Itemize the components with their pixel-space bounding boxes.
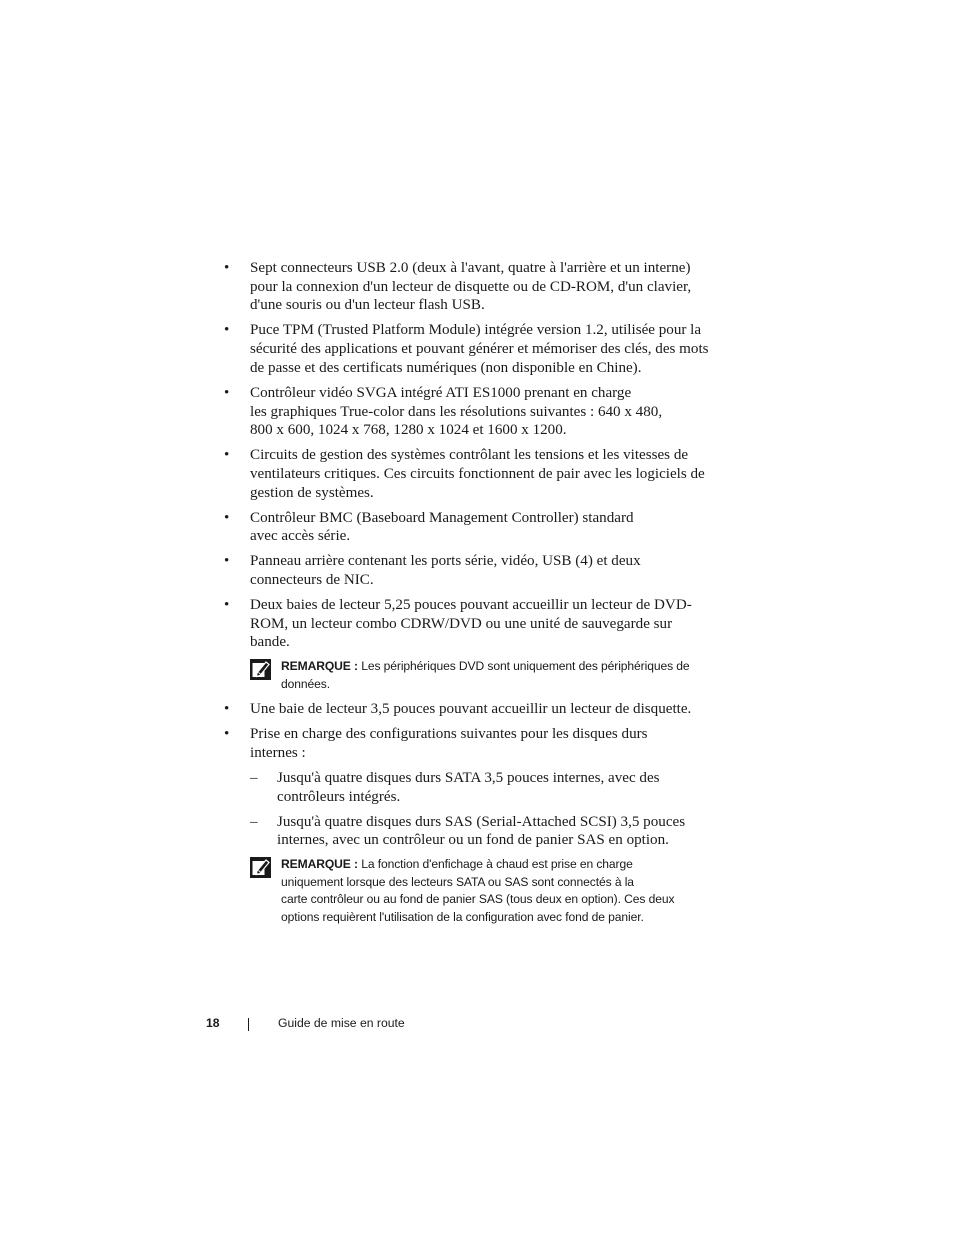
bullet: • xyxy=(224,260,230,276)
list-item-line: Panneau arrière contenant les ports série, vidéo, USB (4) et deux xyxy=(250,553,641,570)
bullet: • xyxy=(224,553,230,570)
bullet: • xyxy=(224,597,230,614)
page-footer xyxy=(0,1015,954,1035)
bullet: • xyxy=(224,509,230,526)
list-item-text: Une baie de lecteur 3,5 pouces pouvant accueillir un lecteur de disquette. xyxy=(250,701,692,718)
list-item-floppy-bay xyxy=(222,700,714,719)
list-item-text: Puce TPM (Trusted Platform Module) intégrée version 1.2, utilisée pour la sécurité des applications et pouvant générer et mémoriser des clés, des mots de passe et des certificats numériques (non disponible en Chine). xyxy=(250,322,709,376)
list-item-line: connecteurs de NIC. xyxy=(250,572,374,589)
note-pencil-icon xyxy=(250,857,271,878)
sub-list-item-text: Jusqu'à quatre disques durs SAS (Serial-Attached SCSI) 3,5 pouces internes, avec un contrôleur ou un fond de panier SAS en option. xyxy=(277,813,686,849)
note-label: REMARQUE : xyxy=(281,659,358,674)
list-item-video xyxy=(222,384,714,440)
list-item-line: Contrôleur vidéo SVGA intégré ATI ES1000 prenant en charge xyxy=(250,384,632,401)
note-text: Les périphériques DVD sont uniquement des périphériques de données. xyxy=(281,659,690,691)
note-dvd xyxy=(222,658,714,693)
list-item-drive-bays xyxy=(222,596,714,652)
list-item-usb xyxy=(222,259,714,315)
list-item-line: 800 x 600, 1024 x 768, 1280 x 1024 et 1600 x 1200. xyxy=(250,422,567,439)
list-item-circuits xyxy=(222,446,714,502)
bullet: • xyxy=(224,701,230,718)
document-title: Guide de mise en route xyxy=(278,1016,405,1030)
note-line: options requièrent l'utilisation de la configuration avec fond de panier. xyxy=(281,909,644,924)
note-line: carte contrôleur ou au fond de panier SAS (tous deux en option). Ces deux xyxy=(281,892,675,907)
note-line: uniquement lorsque des lecteurs SATA ou SAS sont connectés à la xyxy=(281,874,634,889)
list-item-line: les graphiques True-color dans les résolutions suivantes : 640 x 480, xyxy=(250,403,663,420)
list-item-line: internes : xyxy=(250,744,306,761)
list-item-line: Contrôleur BMC (Baseboard Management Controller) standard xyxy=(250,509,634,526)
list-item-line: Prise en charge des configurations suivantes pour les disques durs xyxy=(250,726,648,743)
note-line: La fonction d'enfichage à chaud est prise en charge xyxy=(361,857,633,872)
document-body xyxy=(222,259,714,933)
sub-list-item-sata xyxy=(222,769,714,806)
sub-list-item-sas xyxy=(222,813,714,850)
sub-list-item-text: Jusqu'à quatre disques durs SATA 3,5 pouces internes, avec des contrôleurs intégrés. xyxy=(277,769,660,805)
footer-divider xyxy=(248,1018,249,1031)
list-item-tpm xyxy=(222,321,714,377)
list-item-text: Circuits de gestion des systèmes contrôlant les tensions et les vitesses de ventilateurs critiques. Ces circuits fonctionnent de pair avec les logiciels de gestion de systèmes. xyxy=(250,447,705,501)
bullet: • xyxy=(224,447,230,464)
page-number: 18 xyxy=(206,1016,220,1030)
list-item-bmc xyxy=(222,509,714,546)
list-item-hdd-support xyxy=(222,725,714,762)
bullet: • xyxy=(224,726,230,743)
note-hot-plug xyxy=(222,856,714,926)
list-item-back-panel xyxy=(222,552,714,589)
bullet: • xyxy=(224,322,230,339)
note-label: REMARQUE : xyxy=(281,857,358,872)
list-item-line: avec accès série. xyxy=(250,528,351,545)
list-item-text: Deux baies de lecteur 5,25 pouces pouvant accueillir un lecteur de DVD-ROM, un lecteur combo CDRW/DVD ou une unité de sauvegarde sur bande. xyxy=(250,597,692,651)
note-pencil-icon xyxy=(250,659,271,680)
dash-bullet: – xyxy=(250,769,258,786)
dash-bullet: – xyxy=(250,813,258,830)
list-item-text: Sept connecteurs USB 2.0 (deux à l'avant, quatre à l'arrière et un interne) pour la connexion d'un lecteur de disquette ou de CD-ROM, d'un clavier, d'une souris ou d'un lecteur flash USB. xyxy=(250,260,692,314)
bullet: • xyxy=(224,384,230,401)
